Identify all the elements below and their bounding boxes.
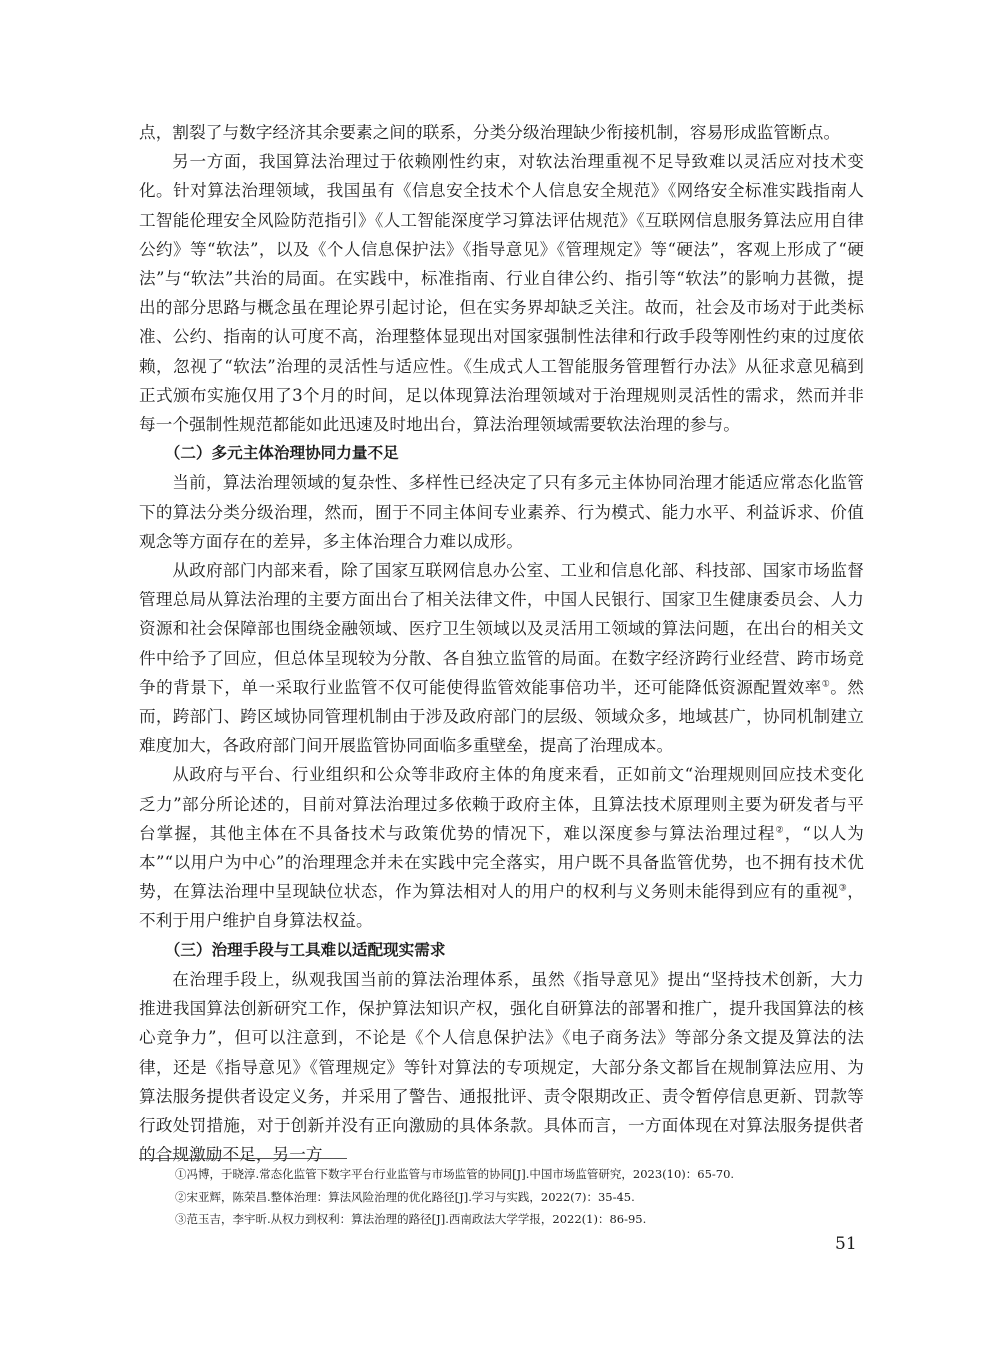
page-number: 51 [835,1234,857,1254]
paragraph-text: 从政府部门内部来看，除了国家互联网信息办公室、工业和信息化部、科技部、国家市场监督管理总局从算法治理的主要方面出台了相关法律文件，中国人民银行、国家卫生健康委员会、人力资源和社会保障部也围绕金融领域、医疗卫生领域以及灵活用工领域的算法问题，在出台的相关文件中给予了回应，但总体呈现较为分散、各自独立监管的局面。在数字经济跨行业经营、跨市场竞争的背景下，单一采取行业监管不仅可能使得监管效能事倍功半，还可能降低资源配置效率 [139,561,864,697]
footnote-3: ③范玉吉，李宇昕.从权力到权利：算法治理的路径[J].西南政法大学学报，2022(1)：86-95. [175,1212,647,1226]
paragraph-text: 另一方面，我国算法治理过于依赖刚性约束，对软法治理重视不足导致难以灵活应对技术变化。针对算法治理领域，我国虽有《信息安全技术个人信息安全规范》《网络安全标准实践指南人工智能伦理安全风险防范指引》《人工智能深度学习算法评估规范》《互联网信息服务算法应用自律公约》等“软法”，以及《个人信息保护法》《指导意见》《管理规定》等“硬法”，客观上形成了“硬法”与“软法”共治的局面。在实践中，标准指南、行业自律公约、指引等“软法”的影响力甚微，提出的部分思路与概念虽在理论界引起讨论，但在实务界却缺乏关注。故而，社会及市场对于此类标准、公约、指南的认可度不高，治理整体显现出对国家强制性法律和行政手段等刚性约束的过度依赖，忽视了“软法”治理的灵活性与适应性。《生成式人工智能服务管理暂行办法》从征求意见稿到正式颁布实施仅用了3个月的时间，足以体现算法治理领域对于治理规则灵活性的需求，然而并非每一个强制性规范都能如此迅速及时地出台，算法治理领域需要软法治理的参与。 [139,152,864,435]
paragraph-non-government [139,760,864,935]
paragraph-text: 当前，算法治理领域的复杂性、多样性已经决定了只有多元主体协同治理才能适应常态化监管下的算法分类分级治理，然而，囿于不同主体间专业素养、行为模式、能力水平、利益诉求、价值观念等方面存在的差异，多主体治理合力难以成形。 [139,473,864,551]
footnote-divider [139,1158,347,1159]
paragraph-multi-subject [139,468,864,556]
article-body [139,118,864,1169]
paragraph-text: ，不利于用户维护自身算法权益。 [139,882,864,931]
footnote-ref-3[interactable]: ③ [838,883,848,894]
footnote-ref-2[interactable]: ② [775,825,785,836]
footnote-ref-1[interactable]: ① [821,679,831,690]
paragraph-governance-tools [139,965,864,1169]
paragraph-continued [139,118,864,147]
footnote-2: ②宋亚辉，陈荣昌.整体治理：算法风险治理的优化路径[J].学习与实践，2022(7)：35-45. [175,1189,635,1204]
footnote-1: ①冯博，于晓淳.常态化监管下数字平台行业监管与市场监管的协同[J].中国市场监管研究，2023(10)：65-70. [175,1167,735,1181]
paragraph-soft-law [139,147,864,439]
section-heading-3: （三）治理手段与工具难以适配现实需求 [164,940,446,959]
section-heading-2: （二）多元主体治理协同力量不足 [164,444,399,463]
paragraph-text: 在治理手段上，纵观我国当前的算法治理体系，虽然《指导意见》提出“坚持技术创新，大力推进我国算法创新研究工作，保护算法知识产权，强化自研算法的部署和推广，提升我国算法的核心竞争力”，但可以注意到，不论是《个人信息保护法》《电子商务法》等部分条文提及算法的法律，还是《指导意见》《管理规定》等针对算法的专项规定，大部分条文都旨在规制算法应用、为算法服务提供者设定义务，并采用了警告、通报批评、责令限期改正、责令暂停信息更新、罚款等行政处罚措施，对于创新并没有正向激励的具体条款。具体而言，一方面体现在对算法服务提供者的合规激励不足，另一方 [139,969,864,1165]
paragraph-text: ，“以人为本”“以用户为中心”的治理理念并未在实践中完全落实，用户既不具备监管优势，也不拥有技术优势，在算法治理中呈现缺位状态，作为算法相对人的用户的权利与义务则未能得到应有的重视 [139,823,864,902]
paragraph-text: 从政府与平台、行业组织和公众等非政府主体的角度来看，正如前文“治理规则回应技术变化乏力”部分所论述的，目前对算法治理过多依赖于政府主体，且算法技术原理则主要为研发者与平台掌握，其他主体在不具备技术与政策优势的情况下，难以深度参与算法治理过程 [139,765,864,843]
paragraph-text: 点，割裂了与数字经济其余要素之间的联系，分类分级治理缺少衔接机制，容易形成监管断点。 [139,123,841,142]
paragraph-government-internal [139,556,864,760]
footnotes [175,1163,865,1231]
paragraph-text: 。然而，跨部门、跨区域协同管理机制由于涉及政府部门的层级、领域众多，地域甚广，协同机制建立难度加大，各政府部门间开展监管协同面临多重壁垒，提高了治理成本。 [139,677,864,756]
